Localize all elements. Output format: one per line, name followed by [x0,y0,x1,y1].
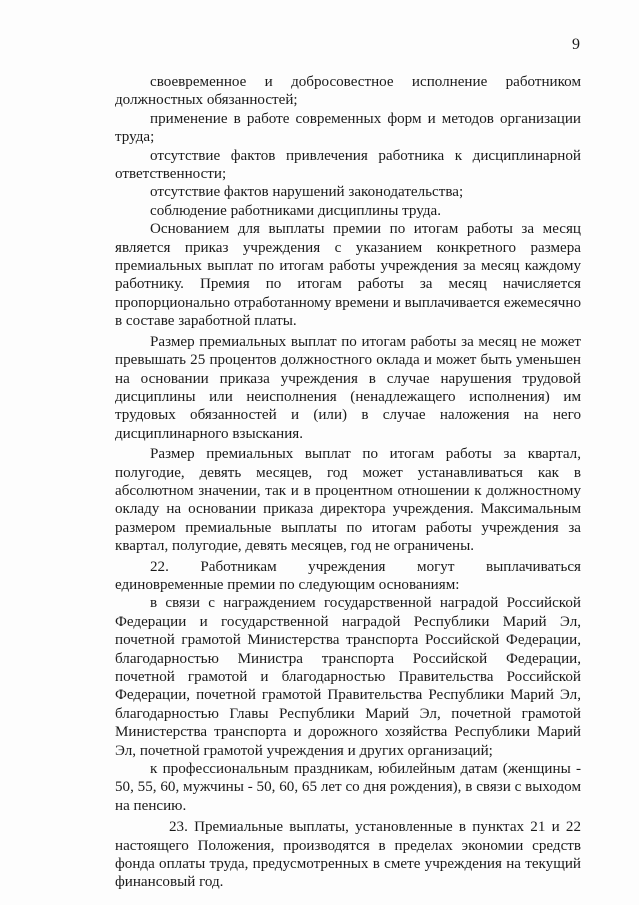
paragraph-clause-22: 22. Работникам учреждения могут выплачиваться единовременные премии по следующим основаниям: [115,558,581,593]
paragraph-awards: в связи с награждением государственной наградой Российской Федерации и государственной наградой Республики Марий Эл, почетной грамотой Министерства транспорта Российской Федерации, благодарностью Министра транспорта Российской Федерации, почетной грамотой и благодарностью Правительства Российской Федерации, почетной грамотой Правительства Республики Марий Эл, благодарностью Главы Республики Марий Эл, почетной грамотой Министерства транспорта и дорожного хозяйства Республики Марий Эл, почетной грамотой учреждения и других организаций; [115,595,581,759]
paragraph-criterion-no-disciplinary: отсутствие фактов привлечения работника к дисциплинарной ответственности; [115,147,581,183]
page-number: 9 [572,36,580,53]
paragraph-criterion-modern-methods: применение в работе современных форм и методов организации труда; [115,110,581,146]
document-body [115,73,581,892]
paragraph-criterion-duties: своевременное и добросовестное исполнение работником должностных обязанностей; [115,74,581,109]
paragraph-criterion-labor-discipline: соблюдение работниками дисциплины труда. [150,202,441,219]
paragraph-clause-23: 23. Премиальные выплаты, установленные в пунктах 21 и 22 настоящего Положения, производятся в пределах экономии средств фонда оплаты труда, предусмотренных в смете учреждения на текущий финансовый год. [115,819,581,891]
paragraph-holidays-jubilees: к профессиональным праздникам, юбилейным датам (женщины - 50, 55, 60, мужчины - 50, 60, 65 лет со дня рождения), в связи с выходом на пенсию. [115,761,581,814]
paragraph-monthly-bonus-basis: Основанием для выплаты премии по итогам работы за месяц является приказ учреждения с указанием конкретного размера премиальных выплат по итогам работы учреждения за месяц каждому работнику. Премия по итогам работы за месяц начисляется пропорционально отработанному времени и выплачивается ежемесячно в составе заработной платы. [115,221,581,330]
paragraph-quarterly-bonus: Размер премиальных выплат по итогам работы за квартал, полугодие, девять месяцев, год может устанавливаться как в абсолютном значении, так и в процентном отношении к должностному окладу на основании приказа директора учреждения. Максимальным размером премиальные выплаты по итогам работы учреждения за квартал, полугодие, девять месяцев, год не ограничены. [115,446,581,555]
paragraph-criterion-no-violations: отсутствие фактов нарушений законодательства; [150,184,464,201]
paragraph-monthly-bonus-limit: Размер премиальных выплат по итогам работы за месяц не может превышать 25 процентов должностного оклада и может быть уменьшен на основании приказа учреждения в случае нарушения трудовой дисциплины или неисполнения (ненадлежащего исполнения) им трудовых обязанностей и (или) в случае наложения на него дисциплинарного взыскания. [115,333,581,442]
